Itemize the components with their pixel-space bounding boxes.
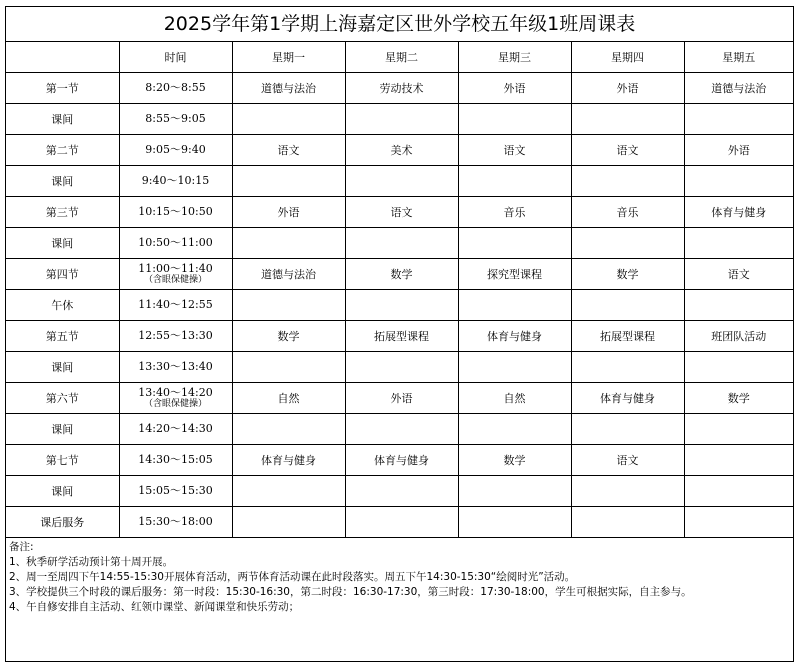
subject-cell: 自然 xyxy=(458,383,571,414)
subject-cell xyxy=(345,476,458,507)
period-label: 课间 xyxy=(6,228,119,259)
period-label: 课后服务 xyxy=(6,507,119,538)
header-tuesday: 星期二 xyxy=(345,42,458,73)
timetable-sheet xyxy=(5,6,794,662)
time-range: 13:40～14:20 xyxy=(138,385,213,399)
schedule-row xyxy=(6,73,793,104)
subject-cell xyxy=(345,507,458,538)
subject-cell xyxy=(684,414,793,445)
subject-cell xyxy=(684,352,793,383)
subject-cell: 数学 xyxy=(345,259,458,290)
time-cell xyxy=(119,166,232,197)
page-title: 2025学年第1学期上海嘉定区世外学校五年级1班周课表 xyxy=(6,7,793,42)
subject-cell xyxy=(345,414,458,445)
subject-cell: 数学 xyxy=(232,321,345,352)
subject-cell: 数学 xyxy=(571,259,684,290)
subject-cell xyxy=(232,228,345,259)
subject-cell: 外语 xyxy=(571,73,684,104)
subject-cell xyxy=(571,166,684,197)
time-range: 9:40～10:15 xyxy=(141,174,210,187)
schedule-row xyxy=(6,290,793,321)
header-friday: 星期五 xyxy=(684,42,793,73)
time-cell xyxy=(119,290,232,321)
subject-cell: 道德与法治 xyxy=(232,73,345,104)
time-range: 9:05～9:40 xyxy=(145,143,206,156)
time-cell xyxy=(119,321,232,352)
subject-cell: 语文 xyxy=(232,135,345,166)
subject-cell xyxy=(571,228,684,259)
period-label: 第四节 xyxy=(6,259,119,290)
period-label: 第五节 xyxy=(6,321,119,352)
subject-cell xyxy=(458,414,571,445)
subject-cell xyxy=(684,166,793,197)
subject-cell xyxy=(458,166,571,197)
timetable xyxy=(6,42,793,538)
subject-cell: 拓展型课程 xyxy=(345,321,458,352)
subject-cell: 数学 xyxy=(458,445,571,476)
period-label: 第一节 xyxy=(6,73,119,104)
subject-cell: 美术 xyxy=(345,135,458,166)
schedule-row xyxy=(6,507,793,538)
subject-cell: 数学 xyxy=(684,383,793,414)
subject-cell xyxy=(458,290,571,321)
subject-cell: 体育与健身 xyxy=(345,445,458,476)
subject-cell: 外语 xyxy=(345,383,458,414)
time-note: （含眼保健操） xyxy=(143,398,207,409)
note-item: 2、周一至周四下午14:55-15:30开展体育活动，两节体育活动课在此时段落实。周五下午14:30-15:30“绘阅时光”活动。 xyxy=(9,571,576,583)
period-label: 第六节 xyxy=(6,383,119,414)
subject-cell xyxy=(458,228,571,259)
time-cell xyxy=(119,73,232,104)
subject-cell xyxy=(684,104,793,135)
subject-cell: 体育与健身 xyxy=(232,445,345,476)
subject-cell: 语文 xyxy=(571,445,684,476)
schedule-row xyxy=(6,321,793,352)
note-item: 1、秋季研学活动预计第十周开展。 xyxy=(9,556,174,568)
period-label: 第二节 xyxy=(6,135,119,166)
subject-cell: 语文 xyxy=(458,135,571,166)
time-range: 10:50～11:00 xyxy=(138,236,213,249)
subject-cell xyxy=(345,228,458,259)
subject-cell: 音乐 xyxy=(571,197,684,228)
subject-cell: 道德与法治 xyxy=(684,73,793,104)
subject-cell: 外语 xyxy=(232,197,345,228)
header-time: 时间 xyxy=(119,42,232,73)
subject-cell xyxy=(345,104,458,135)
subject-cell: 音乐 xyxy=(458,197,571,228)
time-range: 12:55～13:30 xyxy=(138,329,213,342)
time-range: 11:00～11:40 xyxy=(138,261,213,275)
subject-cell xyxy=(458,352,571,383)
time-cell xyxy=(119,259,232,290)
subject-cell: 体育与健身 xyxy=(458,321,571,352)
period-label: 课间 xyxy=(6,166,119,197)
subject-cell xyxy=(232,476,345,507)
subject-cell: 劳动技术 xyxy=(345,73,458,104)
period-label: 课间 xyxy=(6,414,119,445)
time-range: 11:40～12:55 xyxy=(138,298,213,311)
subject-cell xyxy=(232,352,345,383)
subject-cell: 拓展型课程 xyxy=(571,321,684,352)
subject-cell: 自然 xyxy=(232,383,345,414)
subject-cell xyxy=(345,352,458,383)
subject-cell xyxy=(232,507,345,538)
time-cell xyxy=(119,104,232,135)
subject-cell xyxy=(571,414,684,445)
schedule-row xyxy=(6,228,793,259)
subject-cell: 体育与健身 xyxy=(684,197,793,228)
subject-cell xyxy=(232,290,345,321)
subject-cell: 语文 xyxy=(684,259,793,290)
schedule-row xyxy=(6,414,793,445)
time-cell xyxy=(119,476,232,507)
schedule-row xyxy=(6,166,793,197)
header-monday: 星期一 xyxy=(232,42,345,73)
subject-cell xyxy=(345,166,458,197)
subject-cell xyxy=(571,507,684,538)
subject-cell: 语文 xyxy=(571,135,684,166)
subject-cell xyxy=(684,476,793,507)
period-label: 课间 xyxy=(6,352,119,383)
time-cell xyxy=(119,445,232,476)
time-range: 14:20～14:30 xyxy=(138,422,213,435)
time-cell xyxy=(119,507,232,538)
time-note: （含眼保健操） xyxy=(143,274,207,285)
note-item: 4、午自修安排自主活动、红领巾课堂、新闻课堂和快乐劳动； xyxy=(9,601,300,613)
schedule-row xyxy=(6,104,793,135)
subject-cell xyxy=(571,352,684,383)
subject-cell xyxy=(684,290,793,321)
schedule-row xyxy=(6,476,793,507)
subject-cell xyxy=(232,104,345,135)
subject-cell xyxy=(458,507,571,538)
subject-cell xyxy=(571,476,684,507)
subject-cell: 班团队活动 xyxy=(684,321,793,352)
schedule-row xyxy=(6,445,793,476)
time-range: 13:30～13:40 xyxy=(138,360,213,373)
timetable-body xyxy=(6,73,793,538)
subject-cell: 道德与法治 xyxy=(232,259,345,290)
subject-cell xyxy=(684,228,793,259)
time-cell xyxy=(119,352,232,383)
time-range: 15:05～15:30 xyxy=(138,484,213,497)
subject-cell xyxy=(232,414,345,445)
schedule-row xyxy=(6,135,793,166)
subject-cell: 外语 xyxy=(458,73,571,104)
subject-cell xyxy=(571,104,684,135)
time-cell xyxy=(119,414,232,445)
subject-cell: 语文 xyxy=(345,197,458,228)
time-range: 8:55～9:05 xyxy=(145,112,206,125)
subject-cell: 探究型课程 xyxy=(458,259,571,290)
notes-heading: 备注: xyxy=(9,541,34,553)
time-cell xyxy=(119,135,232,166)
period-label: 第三节 xyxy=(6,197,119,228)
time-cell xyxy=(119,228,232,259)
period-label: 课间 xyxy=(6,476,119,507)
subject-cell xyxy=(458,104,571,135)
subject-cell: 外语 xyxy=(684,135,793,166)
subject-cell xyxy=(684,445,793,476)
header-corner xyxy=(6,42,119,73)
time-cell xyxy=(119,383,232,414)
header-row xyxy=(6,42,793,73)
time-range: 8:20～8:55 xyxy=(145,81,206,94)
period-label: 午休 xyxy=(6,290,119,321)
period-label: 第七节 xyxy=(6,445,119,476)
subject-cell xyxy=(458,476,571,507)
time-range: 10:15～10:50 xyxy=(138,205,213,218)
time-cell xyxy=(119,197,232,228)
period-label: 课间 xyxy=(6,104,119,135)
time-range: 15:30～18:00 xyxy=(138,515,213,528)
schedule-row xyxy=(6,352,793,383)
note-item: 3、学校提供三个时段的课后服务：第一时段：15:30-16:30，第二时段：16:30-17:30，第三时段：17:30-18:00，学生可根据实际，自主参与。 xyxy=(9,586,692,598)
time-range: 14:30～15:05 xyxy=(138,453,213,466)
header-wednesday: 星期三 xyxy=(458,42,571,73)
schedule-row xyxy=(6,259,793,290)
subject-cell xyxy=(232,166,345,197)
subject-cell xyxy=(684,507,793,538)
subject-cell xyxy=(345,290,458,321)
header-thursday: 星期四 xyxy=(571,42,684,73)
notes-section xyxy=(6,538,793,615)
subject-cell: 体育与健身 xyxy=(571,383,684,414)
schedule-row xyxy=(6,197,793,228)
schedule-row xyxy=(6,383,793,414)
subject-cell xyxy=(571,290,684,321)
